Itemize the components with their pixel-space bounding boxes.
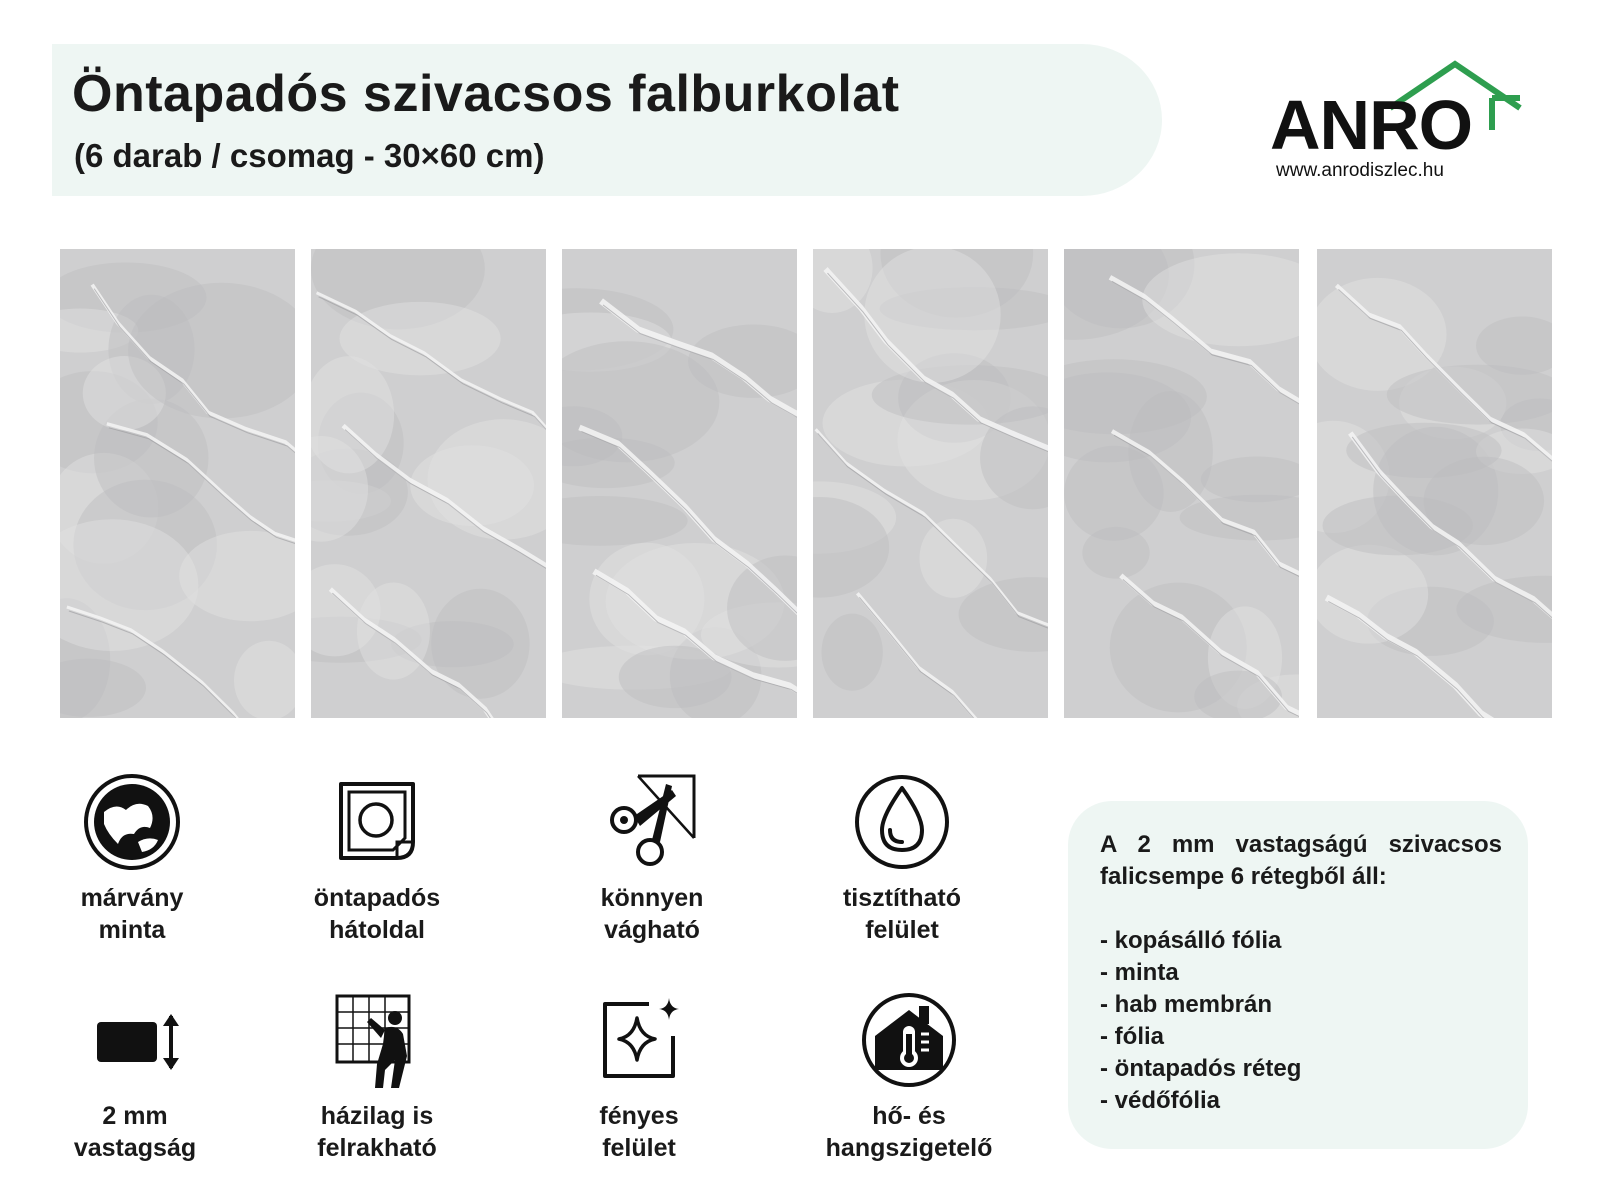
feature-cleanable: tisztítható felület xyxy=(807,772,997,946)
marble-panel xyxy=(1064,249,1299,718)
scissors-icon xyxy=(602,772,702,872)
marble-panel xyxy=(813,249,1048,718)
logo-url: www.anrodiszlec.hu xyxy=(1276,160,1444,181)
feature-self-adhesive: öntapadós hátoldal xyxy=(282,772,472,946)
list-item: - öntapadós réteg xyxy=(1100,1055,1302,1082)
sticker-icon xyxy=(327,772,427,872)
feature-easy-cut: könnyen vágható xyxy=(557,772,747,946)
marble-icon xyxy=(82,772,182,872)
brand-logo xyxy=(1270,58,1540,188)
list-item: - minta xyxy=(1100,959,1179,986)
list-item: - kopásálló fólia xyxy=(1100,927,1282,954)
logo-wordmark: ANRO xyxy=(1270,86,1473,164)
house-thermometer-icon xyxy=(859,990,959,1090)
feature-marble-pattern: márvány minta xyxy=(37,772,227,946)
feature-insulation: hő- és hangszigetelő xyxy=(814,990,1004,1164)
layers-list xyxy=(1100,925,1502,1117)
feature-glossy-surface: fényes felület xyxy=(544,990,734,1164)
marble-panel xyxy=(562,249,797,718)
layers-intro: A 2 mm vastagságú szivacsos falicsempe 6 rétegből áll: xyxy=(1100,831,1502,890)
thickness-icon xyxy=(85,990,185,1090)
page-subtitle: (6 darab / csomag - 30×60 cm) xyxy=(74,137,545,174)
water-drop-icon xyxy=(852,772,952,872)
list-item: - védőfólia xyxy=(1100,1087,1221,1114)
feature-thickness: 2 mm vastagság xyxy=(40,990,230,1164)
list-item: - hab membrán xyxy=(1100,991,1273,1018)
page-title: Öntapadós szivacsos falburkolat xyxy=(72,65,900,123)
layers-info-box xyxy=(1068,801,1528,1149)
marble-panel xyxy=(60,249,295,718)
marble-panels xyxy=(60,249,1552,718)
feature-diy-installable: házilag is felrakható xyxy=(282,990,472,1164)
marble-panel xyxy=(1317,249,1552,718)
marble-panel xyxy=(311,249,546,718)
person-installing-icon xyxy=(327,990,427,1090)
sparkle-icon xyxy=(589,990,689,1090)
list-item: - fólia xyxy=(1100,1023,1164,1050)
